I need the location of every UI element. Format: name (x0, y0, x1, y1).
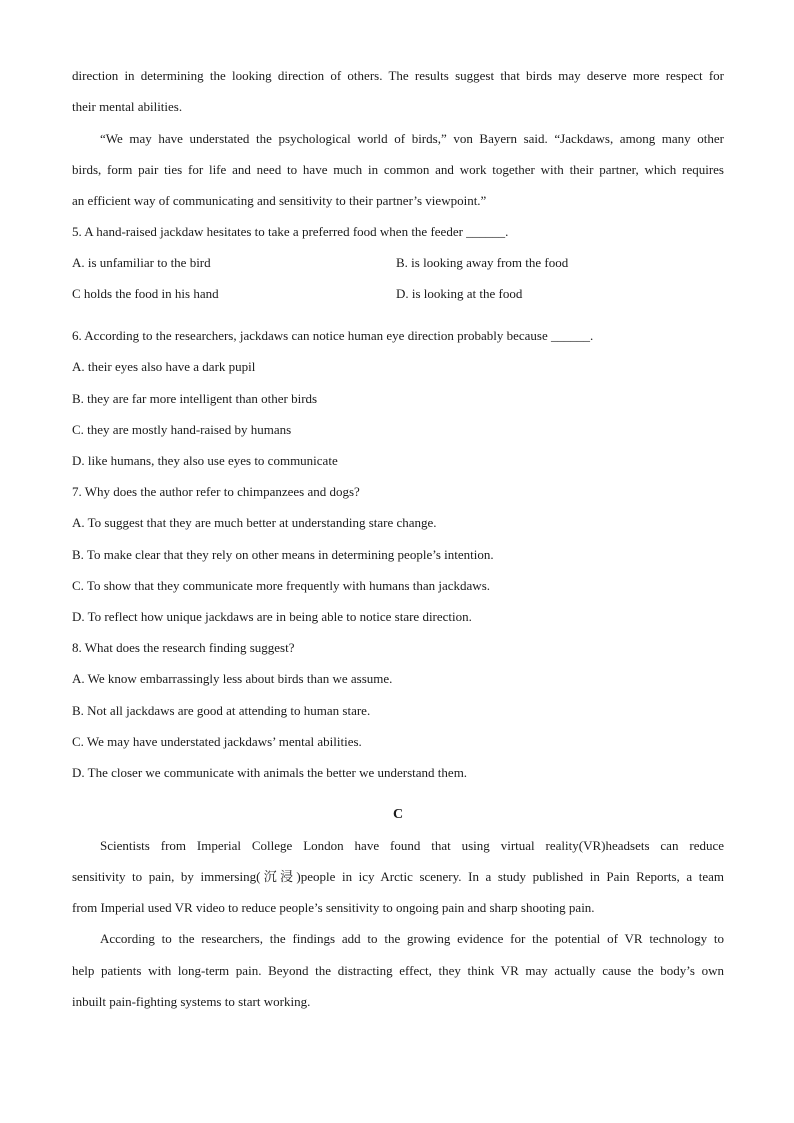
question-7-option-d[interactable]: D. To reflect how unique jackdaws are in being able to notice stare direction. (72, 609, 472, 624)
question-5-option-a[interactable]: A. is unfamiliar to the bird (72, 255, 211, 270)
passage-line: from Imperial used VR video to reduce people’s sensitivity to ongoing pain and sharp shooting pain. (72, 900, 595, 915)
question-7-stem: 7. Why does the author refer to chimpanzees and dogs? (72, 484, 360, 499)
passage-line: help patients with long-term pain. Beyond the distracting effect, they think VR may actually cause the body’s own (72, 963, 724, 978)
question-7-option-a[interactable]: A. To suggest that they are much better at understanding stare change. (72, 515, 437, 530)
passage-line: birds, form pair ties for life and need to have much in common and work together with their partner, which requires (72, 162, 724, 177)
question-5-option-d[interactable]: D. is looking at the food (396, 286, 523, 301)
question-8-option-c[interactable]: C. We may have understated jackdaws’ mental abilities. (72, 734, 362, 749)
question-5-stem: 5. A hand-raised jackdaw hesitates to take a preferred food when the feeder ______. (72, 224, 509, 239)
passage-line: an efficient way of communicating and sensitivity to their partner’s viewpoint.” (72, 193, 487, 208)
question-6-stem: 6. According to the researchers, jackdaws can notice human eye direction probably because ______. (72, 328, 594, 343)
question-7-option-b[interactable]: B. To make clear that they rely on other means in determining people’s intention. (72, 547, 494, 562)
section-heading: C (392, 807, 404, 822)
question-6-option-d[interactable]: D. like humans, they also use eyes to communicate (72, 453, 338, 468)
question-8-option-b[interactable]: B. Not all jackdaws are good at attending to human stare. (72, 703, 371, 718)
question-6-option-c[interactable]: C. they are mostly hand-raised by humans (72, 422, 292, 437)
passage-line: According to the researchers, the findings add to the growing evidence for the potential of VR technology to (100, 931, 724, 946)
question-5-option-c[interactable]: C holds the food in his hand (72, 286, 219, 301)
passage-line: direction in determining the looking direction of others. The results suggest that birds may deserve more respect for (72, 68, 724, 83)
question-6-option-a[interactable]: A. their eyes also have a dark pupil (72, 359, 256, 374)
question-8-option-a[interactable]: A. We know embarrassingly less about birds than we assume. (72, 671, 393, 686)
question-8-option-d[interactable]: D. The closer we communicate with animals the better we understand them. (72, 765, 468, 780)
question-6-option-b[interactable]: B. they are far more intelligent than other birds (72, 391, 318, 406)
passage-line: Scientists from Imperial College London have found that using virtual reality(VR)headsets can reduce (100, 838, 724, 853)
passage-line: sensitivity to pain, by immersing(沉浸)people in icy Arctic scenery. In a study published in Pain Reports, a team (72, 869, 724, 884)
passage-line: “We may have understated the psychological world of birds,” von Bayern said. “Jackdaws, among many other (100, 131, 724, 146)
question-5-option-b[interactable]: B. is looking away from the food (396, 255, 569, 270)
passage-line: inbuilt pain-fighting systems to start working. (72, 994, 311, 1009)
passage-line: their mental abilities. (72, 99, 183, 114)
question-8-stem: 8. What does the research finding suggest? (72, 640, 295, 655)
question-7-option-c[interactable]: C. To show that they communicate more frequently with humans than jackdaws. (72, 578, 491, 593)
